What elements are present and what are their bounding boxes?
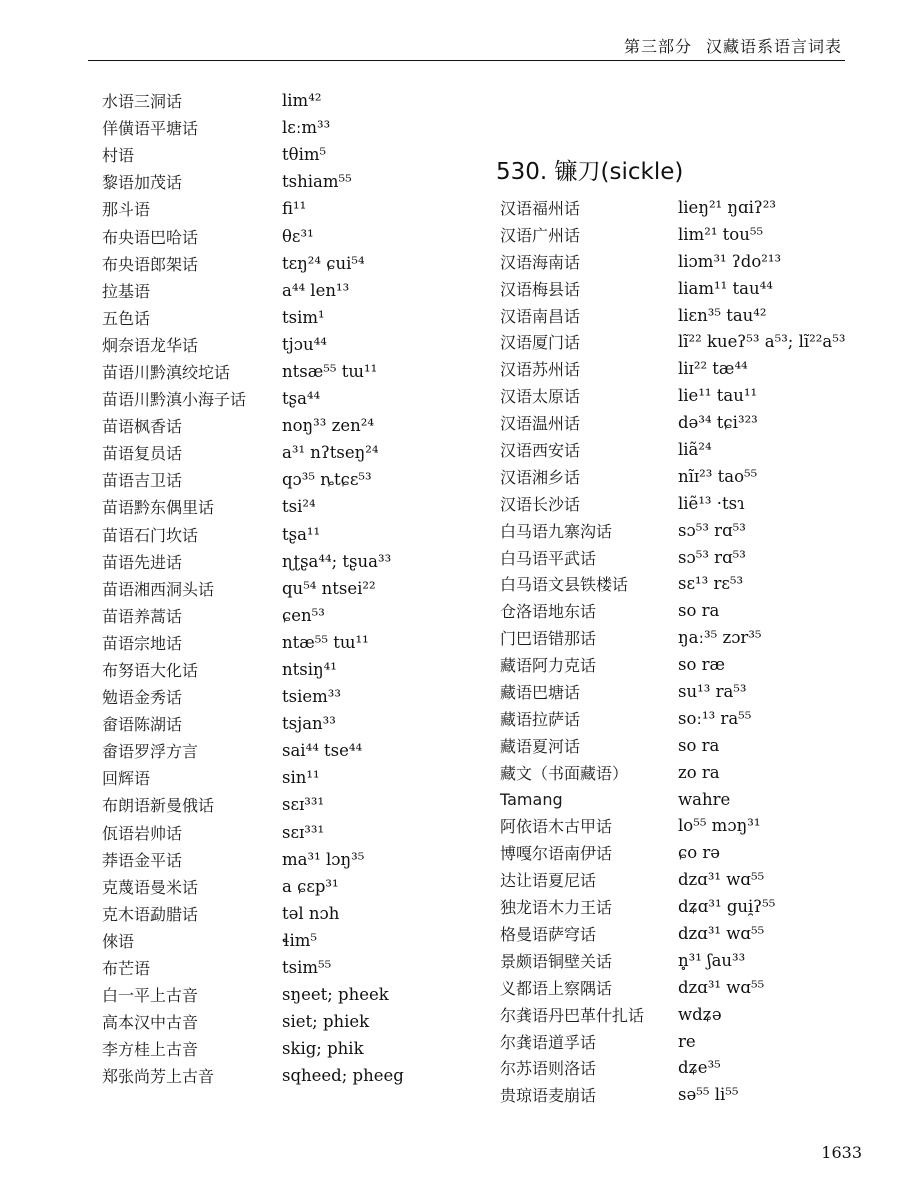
word-form: liɔm³¹ ʔdo²¹³	[678, 251, 782, 271]
language-name: 克蔑语曼米话	[102, 877, 199, 897]
language-name: 高本汉中古音	[102, 1013, 199, 1033]
word-entry	[500, 1081, 870, 1108]
page-number: 1633	[821, 1143, 862, 1162]
word-form: ntæ⁵⁵ tɯ¹¹	[282, 632, 369, 652]
language-name: 苗语先进话	[102, 552, 183, 572]
language-name: 汉语福州话	[500, 198, 581, 218]
word-entry	[102, 737, 462, 764]
word-entry	[500, 328, 870, 355]
word-entry	[102, 927, 462, 954]
word-entry	[500, 597, 870, 624]
word-entry	[500, 194, 870, 221]
word-form: tʂa⁴⁴	[282, 389, 321, 409]
header-rule	[88, 60, 845, 61]
word-form: tsjan³³	[282, 714, 336, 734]
word-entry	[500, 355, 870, 382]
language-name: 藏文（书面藏语）	[500, 763, 629, 783]
word-entry	[500, 732, 870, 759]
word-form: nĩɪ²³ tao⁵⁵	[678, 466, 758, 486]
word-entry	[102, 1035, 462, 1062]
word-form: lie¹¹ tau¹¹	[678, 386, 758, 406]
word-entry	[102, 683, 462, 710]
language-name: 布努语大化话	[102, 661, 199, 681]
language-name: 苗语黔东偶里话	[102, 498, 215, 518]
language-name: 汉语苏州话	[500, 360, 581, 380]
word-form: sɛ¹³ rɛ⁵³	[678, 574, 744, 594]
language-name: 布芒语	[102, 959, 151, 979]
word-entry	[102, 250, 462, 277]
word-form: lieŋ²¹ ŋɑiʔ²³	[678, 197, 776, 217]
word-form: ɳʈʂa⁴⁴; tʂua³³	[282, 551, 392, 571]
word-form: θɛ³¹	[282, 226, 314, 246]
word-form: tʂa¹¹	[282, 524, 321, 544]
word-entry	[102, 87, 462, 114]
word-form: dʑɑ³¹ gui̯ʔ⁵⁵	[678, 897, 776, 917]
language-name: 汉语湘乡话	[500, 467, 581, 487]
word-entry	[500, 1055, 870, 1082]
word-form: fi¹¹	[282, 199, 307, 219]
word-form: a³¹ nʔtseŋ²⁴	[282, 443, 379, 463]
word-entry	[500, 678, 870, 705]
language-name: 藏语夏河话	[500, 736, 581, 756]
word-form: tɛŋ²⁴ ɕui⁵⁴	[282, 253, 365, 273]
word-entry	[102, 168, 462, 195]
word-entry	[102, 819, 462, 846]
language-name: 苗语川黔滇小海子话	[102, 390, 247, 410]
language-name: 畲语罗浮方言	[102, 742, 199, 762]
header-part: 第三部分	[623, 37, 692, 56]
language-name: 苗语川黔滇绞坨话	[102, 362, 231, 382]
language-name: 汉语海南话	[500, 252, 581, 272]
word-entry	[102, 195, 462, 222]
language-name: 五色话	[102, 308, 151, 328]
word-entry	[500, 839, 870, 866]
word-entry	[500, 221, 870, 248]
word-form: noŋ³³ zen²⁴	[282, 416, 374, 436]
word-entry	[102, 1008, 462, 1035]
language-name: 郑张尚芳上古音	[102, 1067, 215, 1087]
language-name: 汉语西安话	[500, 440, 581, 460]
word-entry	[102, 331, 462, 358]
word-form: tθim⁵	[282, 145, 327, 165]
word-entry	[102, 304, 462, 331]
word-entry	[102, 358, 462, 385]
language-name: 黎语加茂话	[102, 173, 183, 193]
word-entry	[500, 463, 870, 490]
word-form: tsim⁵⁵	[282, 958, 332, 978]
word-form: tshiam⁵⁵	[282, 172, 352, 192]
word-entry	[102, 385, 462, 412]
word-entry	[102, 493, 462, 520]
word-entry	[500, 517, 870, 544]
language-name: 博嘎尔语南伊话	[500, 844, 613, 864]
running-header	[624, 34, 842, 57]
word-entry	[500, 974, 870, 1001]
header-title: 汉藏语系语言词表	[705, 37, 842, 56]
language-name: 苗语复员话	[102, 444, 183, 464]
word-entry	[102, 466, 462, 493]
word-form: dzɑ³¹ wɑ⁵⁵	[678, 923, 765, 943]
word-form: dzɑ³¹ wɑ⁵⁵	[678, 977, 765, 997]
word-form: so ræ	[678, 655, 726, 675]
word-entry	[500, 436, 870, 463]
language-name: 那斗语	[102, 200, 151, 220]
word-entry	[102, 548, 462, 575]
word-form: ma³¹ lɔŋ³⁵	[282, 849, 365, 869]
word-entry	[102, 791, 462, 818]
language-name: 苗语石门坎话	[102, 525, 199, 545]
word-entry	[102, 981, 462, 1008]
word-entry	[500, 920, 870, 947]
language-name: 苗语养蒿话	[102, 606, 183, 626]
word-form: tsi²⁴	[282, 497, 316, 517]
word-entry	[102, 114, 462, 141]
word-form: ɕo rə	[678, 843, 721, 863]
language-name: 汉语温州话	[500, 414, 581, 434]
word-form: təl nɔh	[282, 903, 340, 923]
word-form: lim²¹ tou⁵⁵	[678, 224, 764, 244]
language-name: 莽语金平话	[102, 850, 183, 870]
word-form: ɬim⁵	[282, 930, 318, 950]
word-form: ŋaː³⁵ zɔr³⁵	[678, 628, 762, 648]
language-name: 景颇语铜壁关话	[500, 951, 613, 971]
word-entry	[500, 786, 870, 813]
language-name: 贵琼语麦崩话	[500, 1086, 597, 1106]
language-name: 阿依语木古甲话	[500, 817, 613, 837]
language-name: 义都语上察隅话	[500, 978, 613, 998]
language-name: 白一平上古音	[102, 986, 199, 1006]
word-entry	[102, 1062, 462, 1089]
word-entry	[500, 812, 870, 839]
word-form: sin¹¹	[282, 768, 320, 788]
word-form: sai⁴⁴ tse⁴⁴	[282, 741, 363, 761]
word-form: wdʑə	[678, 1004, 722, 1024]
word-form: sə⁵⁵ li⁵⁵	[678, 1085, 739, 1105]
word-form: qu⁵⁴ ntsei²²	[282, 578, 376, 598]
word-form: tjɔu⁴⁴	[282, 334, 327, 354]
language-name: 汉语长沙话	[500, 494, 581, 514]
language-name: 汉语太原话	[500, 387, 581, 407]
language-name: 村语	[102, 146, 135, 166]
language-name: 苗语吉卫话	[102, 471, 183, 491]
word-entry	[500, 302, 870, 329]
language-name: 倈语	[102, 931, 135, 951]
language-name: 达让语夏尼话	[500, 871, 597, 891]
language-name: 藏语巴塘话	[500, 682, 581, 702]
word-form: lo⁵⁵ mɔŋ³¹	[678, 816, 761, 836]
word-form: so ra	[678, 735, 720, 755]
word-entry	[102, 222, 462, 249]
word-form: so ra	[678, 601, 720, 621]
word-entry	[500, 248, 870, 275]
language-name: 布朗语新曼俄话	[102, 796, 215, 816]
language-name: 畲语陈湖话	[102, 715, 183, 735]
language-name: 独龙语木力王话	[500, 898, 613, 918]
word-form: zo ra	[678, 762, 720, 782]
language-name: Tamang	[500, 789, 563, 809]
word-form: a ɕɛp³¹	[282, 876, 339, 896]
word-form: lɛːm³³	[282, 118, 331, 138]
language-name: 佤语岩帅话	[102, 823, 183, 843]
word-entry	[102, 873, 462, 900]
word-form: re	[678, 1031, 696, 1051]
word-form: liam¹¹ tau⁴⁴	[678, 278, 773, 298]
word-entry	[500, 275, 870, 302]
word-entry	[500, 382, 870, 409]
language-name: 藏语拉萨话	[500, 709, 581, 729]
word-form: liẽ¹³ ·tsɿ	[678, 493, 745, 513]
word-form: dzɑ³¹ wɑ⁵⁵	[678, 870, 765, 890]
left-column	[102, 87, 462, 1089]
word-form: sqheed; pheeg	[282, 1066, 404, 1086]
word-form: də³⁴ tɕi³²³	[678, 413, 758, 433]
word-form: su¹³ ra⁵³	[678, 681, 747, 701]
word-entry	[102, 764, 462, 791]
language-name: 门巴语错那话	[500, 629, 597, 649]
word-form: tsiem³³	[282, 687, 342, 707]
word-form: dʑe³⁵	[678, 1058, 721, 1078]
language-name: 李方桂上古音	[102, 1040, 199, 1060]
word-form: sɛɪ³³¹	[282, 822, 325, 842]
word-entry	[102, 439, 462, 466]
language-name: 尔苏语则洛话	[500, 1059, 597, 1079]
word-entry	[102, 277, 462, 304]
word-entry	[102, 412, 462, 439]
language-name: 苗语湘西洞头话	[102, 579, 215, 599]
language-name: 汉语南昌话	[500, 306, 581, 326]
word-entry	[102, 521, 462, 548]
word-form: sɔ⁵³ rɑ⁵³	[678, 520, 746, 540]
language-name: 白马语平武话	[500, 548, 597, 568]
word-form: ntsiŋ⁴¹	[282, 660, 337, 680]
word-form: lĩ²² kueʔ⁵³ a⁵³; lĩ²²a⁵³	[678, 332, 846, 352]
word-entry	[500, 866, 870, 893]
language-name: 水语三洞话	[102, 92, 183, 112]
word-entry	[102, 602, 462, 629]
language-name: 佯僙语平塘话	[102, 119, 199, 139]
word-entry	[500, 893, 870, 920]
language-name: 炯奈语龙华话	[102, 335, 199, 355]
language-name: 拉基语	[102, 281, 151, 301]
word-entry	[500, 1028, 870, 1055]
language-name: 回辉语	[102, 769, 151, 789]
word-form: soː¹³ ra⁵⁵	[678, 708, 752, 728]
language-name: 白马语文县铁楼话	[500, 575, 629, 595]
word-entry	[500, 759, 870, 786]
word-form: wahre	[678, 789, 731, 809]
language-name: 尔龚语道孚话	[500, 1032, 597, 1052]
language-name: 格曼语萨穹话	[500, 924, 597, 944]
language-name: 勉语金秀话	[102, 688, 183, 708]
word-entry	[500, 409, 870, 436]
word-entry	[102, 656, 462, 683]
word-form: liɛn³⁵ tau⁴²	[678, 305, 767, 325]
word-form: lim⁴²	[282, 91, 322, 111]
section-title: 530. 镰刀(sickle)	[496, 159, 684, 185]
word-entry	[500, 947, 870, 974]
language-name: 藏语阿力克话	[500, 656, 597, 676]
word-entry	[500, 651, 870, 678]
word-entry	[500, 1001, 870, 1028]
language-name: 布央语巴哈话	[102, 227, 199, 247]
word-entry	[500, 705, 870, 732]
word-form: tsim¹	[282, 307, 325, 327]
word-form: qɔ³⁵ ȵtɕɛ⁵³	[282, 470, 372, 490]
word-form: ɕen⁵³	[282, 605, 325, 625]
language-name: 苗语枫香话	[102, 417, 183, 437]
language-name: 尔龚语丹巴革什扎话	[500, 1005, 645, 1025]
word-form: a⁴⁴ len¹³	[282, 280, 350, 300]
word-entry	[102, 900, 462, 927]
word-form: siet; phiek	[282, 1012, 370, 1032]
word-form: liã²⁴	[678, 439, 712, 459]
word-entry	[500, 570, 870, 597]
word-entry	[500, 490, 870, 517]
word-entry	[102, 141, 462, 168]
word-form: skig; phik	[282, 1039, 364, 1059]
word-entry	[102, 954, 462, 981]
word-entry	[500, 544, 870, 571]
word-form: n̥³¹ ʃau³³	[678, 950, 746, 970]
word-form: sɛɪ³³¹	[282, 795, 325, 815]
word-entry	[102, 710, 462, 737]
language-name: 汉语广州话	[500, 225, 581, 245]
word-form: sɔ⁵³ rɑ⁵³	[678, 547, 746, 567]
word-entry	[102, 629, 462, 656]
word-entry	[500, 624, 870, 651]
language-name: 汉语厦门话	[500, 333, 581, 353]
word-entry	[102, 846, 462, 873]
language-name: 仓洛语地东话	[500, 602, 597, 622]
language-name: 克木语勐腊话	[102, 904, 199, 924]
right-column	[500, 194, 870, 1108]
language-name: 布央语郎架话	[102, 254, 199, 274]
word-form: sŋeet; pheek	[282, 985, 389, 1005]
language-name: 白马语九寨沟话	[500, 521, 613, 541]
word-entry	[102, 575, 462, 602]
language-name: 汉语梅县话	[500, 279, 581, 299]
word-form: liɪ²² tæ⁴⁴	[678, 359, 748, 379]
language-name: 苗语宗地话	[102, 633, 183, 653]
word-form: ntsæ⁵⁵ tɯ¹¹	[282, 361, 378, 381]
